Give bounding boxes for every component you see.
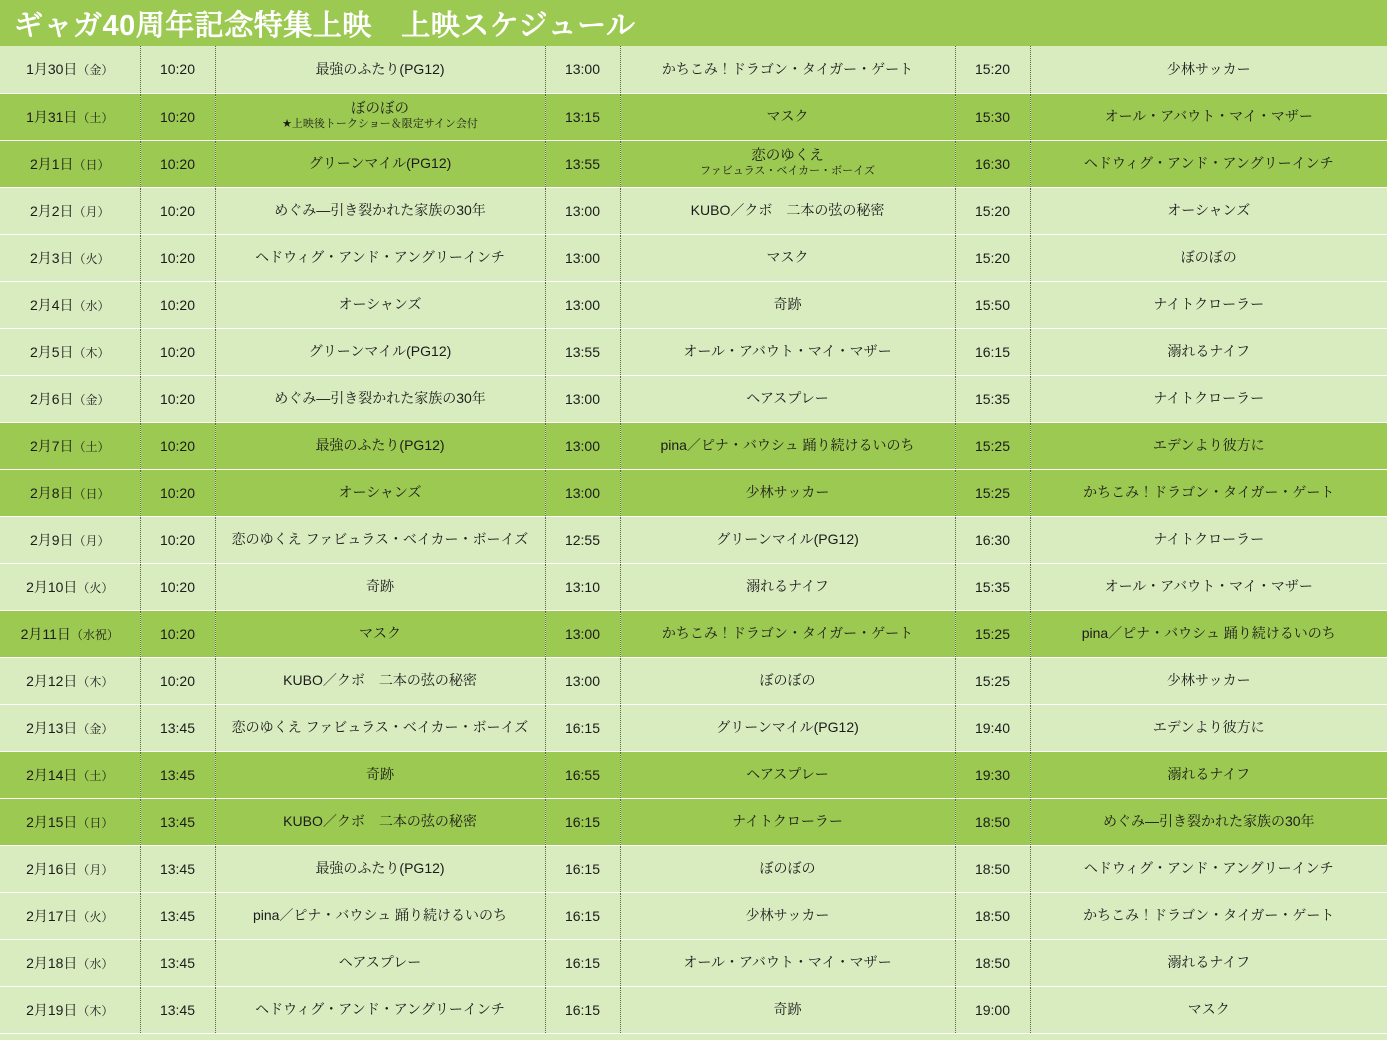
cell-film-2: ヘアスプレー [620, 375, 955, 422]
table-row [0, 234, 1387, 281]
cell-film-3: 溺れるナイフ [1030, 328, 1387, 375]
date-text: 2月3日 [29, 249, 74, 266]
cell-film-1: 最強のふたり(PG12) [215, 46, 545, 93]
cell-date [0, 704, 140, 751]
cell-film-1: めぐみ―引き裂かれた家族の30年 [215, 187, 545, 234]
cell-time-1: 10:20 [140, 93, 215, 140]
cell-film-1: グリーンマイル(PG12) [215, 328, 545, 375]
cell-time-2: 16:55 [545, 751, 620, 798]
film-title: 恋のゆくえ [751, 147, 824, 164]
cell-film-2: グリーンマイル(PG12) [620, 704, 955, 751]
cell-film-1: マスク [215, 610, 545, 657]
cell-date [0, 657, 140, 704]
cell-film-3: マスク [1030, 986, 1387, 1033]
cell-time-2: 16:15 [545, 986, 620, 1033]
cell-time-3: 19:30 [955, 751, 1030, 798]
cell-film-1: グリーンマイル(PG12) [215, 140, 545, 187]
table-row [0, 657, 1387, 704]
cell-time-2: 16:15 [545, 845, 620, 892]
table-row [0, 281, 1387, 328]
cell-time-1: 10:20 [140, 328, 215, 375]
day-of-week-text: （水祝） [70, 627, 119, 642]
date-text: 2月19日 [26, 1001, 78, 1018]
cell-time-3: 19:40 [955, 704, 1030, 751]
cell-film-1: KUBO／クボ 二本の弦の秘密 [215, 657, 545, 704]
cell-date [0, 281, 140, 328]
cell-film-2: オール・アバウト・マイ・マザー [620, 939, 955, 986]
cell-time-3: 15:35 [955, 375, 1030, 422]
day-of-week-text: （金） [73, 392, 110, 407]
cell-film-3: めぐみ―引き裂かれた家族の30年 [1030, 798, 1387, 845]
cell-film-2: かちこみ！ドラゴン・タイガー・ゲート [620, 610, 955, 657]
day-of-week-text: （火） [77, 909, 114, 924]
cell-film-2: 奇跡 [620, 986, 955, 1033]
day-of-week-text: （月） [73, 533, 110, 548]
cell-time-2: 13:00 [545, 281, 620, 328]
cell-film-1: ヘドウィグ・アンド・アングリーインチ [215, 986, 545, 1033]
cell-time-3: 19:00 [955, 986, 1030, 1033]
cell-time-3: 15:50 [955, 281, 1030, 328]
day-of-week-text: （水） [77, 956, 114, 971]
day-of-week-text: （木） [77, 674, 114, 689]
cell-date [0, 892, 140, 939]
cell-film-2: 奇跡 [620, 281, 955, 328]
date-text: 2月12日 [26, 672, 78, 689]
cell-film-1: 最強のふたり(PG12) [215, 845, 545, 892]
cell-time-2: 16:15 [545, 704, 620, 751]
day-of-week-text: （日） [73, 486, 110, 501]
cell-film-3: エデンより彼方に [1030, 704, 1387, 751]
cell-date [0, 986, 140, 1033]
date-text: 1月31日 [26, 108, 78, 125]
cell-film-3: ナイトクローラー [1030, 375, 1387, 422]
cell-film-3: オール・アバウト・マイ・マザー [1030, 563, 1387, 610]
cell-time-1: 10:20 [140, 469, 215, 516]
cell-time-1: 10:20 [140, 281, 215, 328]
cell-date [0, 610, 140, 657]
cell-time-1: 10:20 [140, 422, 215, 469]
table-row [0, 93, 1387, 140]
date-text: 2月8日 [29, 484, 74, 501]
cell-film-2 [620, 140, 955, 187]
table-row [0, 187, 1387, 234]
table-row [0, 375, 1387, 422]
cell-film-2: pina／ピナ・バウシュ 踊り続けるいのち [620, 422, 955, 469]
cell-film-2: グリーンマイル(PG12) [620, 516, 955, 563]
page-title: ギャガ40周年記念特集上映 上映スケジュール [14, 9, 636, 42]
cell-time-3: 15:35 [955, 563, 1030, 610]
cell-date [0, 93, 140, 140]
cell-time-2: 16:15 [545, 892, 620, 939]
cell-film-2: 少林サッカー [620, 892, 955, 939]
cell-time-2: 13:55 [545, 328, 620, 375]
date-text: 2月14日 [26, 766, 78, 783]
table-row [0, 563, 1387, 610]
table-row [0, 328, 1387, 375]
day-of-week-text: （金） [77, 721, 114, 736]
table-row [0, 516, 1387, 563]
cell-film-1: 奇跡 [215, 563, 545, 610]
day-of-week-text: （木） [73, 345, 110, 360]
cell-time-2: 16:15 [545, 798, 620, 845]
cell-film-2: マスク [620, 234, 955, 281]
cell-film-3: ヘドウィグ・アンド・アングリーインチ [1030, 845, 1387, 892]
cell-film-1: オーシャンズ [215, 281, 545, 328]
cell-time-1: 10:20 [140, 657, 215, 704]
cell-time-1: 10:20 [140, 140, 215, 187]
cell-film-2: ナイトクローラー [620, 798, 955, 845]
cell-date [0, 469, 140, 516]
cell-time-1: 13:45 [140, 798, 215, 845]
cell-time-2: 13:00 [545, 610, 620, 657]
day-of-week-text: （火） [73, 251, 110, 266]
day-of-week-text: （火） [77, 580, 114, 595]
cell-time-3: 15:20 [955, 46, 1030, 93]
cell-time-1: 13:45 [140, 986, 215, 1033]
cell-time-2: 13:00 [545, 375, 620, 422]
cell-time-3: 16:30 [955, 516, 1030, 563]
cell-film-2: かちこみ！ドラゴン・タイガー・ゲート [620, 46, 955, 93]
cell-time-1: 13:45 [140, 845, 215, 892]
cell-film-3: かちこみ！ドラゴン・タイガー・ゲート [1030, 469, 1387, 516]
date-text: 2月13日 [26, 719, 78, 736]
table-row [0, 798, 1387, 845]
cell-time-3: 15:25 [955, 469, 1030, 516]
cell-film-1 [215, 93, 545, 140]
cell-time-3: 15:25 [955, 422, 1030, 469]
table-row [0, 845, 1387, 892]
cell-film-2: オール・アバウト・マイ・マザー [620, 328, 955, 375]
cell-film-3: 溺れるナイフ [1030, 751, 1387, 798]
cell-time-3: 15:25 [955, 610, 1030, 657]
cell-time-3: 18:50 [955, 939, 1030, 986]
schedule-table [0, 46, 1387, 1034]
cell-film-3: エデンより彼方に [1030, 422, 1387, 469]
date-text: 2月11日 [20, 625, 71, 642]
cell-date [0, 798, 140, 845]
day-of-week-text: （木） [77, 1003, 114, 1018]
cell-film-1: めぐみ―引き裂かれた家族の30年 [215, 375, 545, 422]
cell-film-2: KUBO／クボ 二本の弦の秘密 [620, 187, 955, 234]
date-text: 2月18日 [26, 954, 78, 971]
date-text: 2月2日 [29, 202, 74, 219]
cell-film-3: オール・アバウト・マイ・マザー [1030, 93, 1387, 140]
day-of-week-text: （土） [77, 110, 114, 125]
cell-time-1: 10:20 [140, 187, 215, 234]
cell-film-3: オーシャンズ [1030, 187, 1387, 234]
cell-film-2: 少林サッカー [620, 469, 955, 516]
table-row [0, 46, 1387, 93]
cell-time-3: 16:30 [955, 140, 1030, 187]
cell-film-1: 恋のゆくえ ファビュラス・ベイカー・ボーイズ [215, 516, 545, 563]
cell-date [0, 751, 140, 798]
cell-film-3: ナイトクローラー [1030, 516, 1387, 563]
cell-film-3: pina／ピナ・バウシュ 踊り続けるいのち [1030, 610, 1387, 657]
cell-time-2: 13:00 [545, 187, 620, 234]
cell-time-1: 10:20 [140, 516, 215, 563]
schedule-body [0, 46, 1387, 1033]
cell-time-2: 13:00 [545, 46, 620, 93]
table-row [0, 610, 1387, 657]
cell-film-3: ぼのぼの [1030, 234, 1387, 281]
cell-time-1: 13:45 [140, 751, 215, 798]
date-text: 2月4日 [29, 296, 74, 313]
table-row [0, 469, 1387, 516]
cell-film-1: オーシャンズ [215, 469, 545, 516]
cell-date [0, 328, 140, 375]
cell-time-1: 10:20 [140, 563, 215, 610]
cell-date [0, 46, 140, 93]
date-text: 2月6日 [29, 390, 74, 407]
cell-time-2: 13:00 [545, 234, 620, 281]
cell-film-3: ナイトクローラー [1030, 281, 1387, 328]
cell-date [0, 140, 140, 187]
table-row [0, 939, 1387, 986]
cell-film-1: pina／ピナ・バウシュ 踊り続けるいのち [215, 892, 545, 939]
cell-date [0, 516, 140, 563]
cell-film-1: ヘアスプレー [215, 939, 545, 986]
cell-time-2: 13:00 [545, 657, 620, 704]
day-of-week-text: （土） [73, 439, 110, 454]
cell-time-1: 10:20 [140, 234, 215, 281]
date-text: 2月7日 [29, 437, 74, 454]
cell-time-3: 18:50 [955, 845, 1030, 892]
cell-time-1: 13:45 [140, 892, 215, 939]
table-row [0, 892, 1387, 939]
date-text: 2月5日 [29, 343, 74, 360]
cell-date [0, 234, 140, 281]
cell-time-3: 18:50 [955, 892, 1030, 939]
date-text: 2月10日 [26, 578, 78, 595]
table-row [0, 986, 1387, 1033]
date-text: 2月9日 [29, 531, 74, 548]
cell-film-2: ぼのぼの [620, 845, 955, 892]
cell-time-3: 15:25 [955, 657, 1030, 704]
cell-time-2: 13:55 [545, 140, 620, 187]
day-of-week-text: （金） [77, 63, 114, 78]
table-row [0, 751, 1387, 798]
cell-date [0, 845, 140, 892]
cell-time-1: 10:20 [140, 610, 215, 657]
table-row [0, 422, 1387, 469]
cell-date [0, 187, 140, 234]
date-text: 1月30日 [26, 61, 78, 78]
date-text: 2月17日 [26, 907, 78, 924]
day-of-week-text: （土） [77, 768, 114, 783]
cell-film-2: ヘアスプレー [620, 751, 955, 798]
cell-time-2: 12:55 [545, 516, 620, 563]
cell-film-2: 溺れるナイフ [620, 563, 955, 610]
film-note: ★上映後トークショー＆限定サイン会付 [282, 118, 478, 131]
day-of-week-text: （日） [77, 815, 114, 830]
cell-time-2: 16:15 [545, 939, 620, 986]
date-text: 2月1日 [29, 155, 74, 172]
cell-film-2: マスク [620, 93, 955, 140]
table-row [0, 704, 1387, 751]
cell-time-1: 10:20 [140, 375, 215, 422]
cell-time-3: 16:15 [955, 328, 1030, 375]
date-text: 2月16日 [26, 860, 78, 877]
cell-time-3: 18:50 [955, 798, 1030, 845]
cell-time-2: 13:15 [545, 93, 620, 140]
table-row [0, 140, 1387, 187]
cell-time-3: 15:20 [955, 187, 1030, 234]
cell-film-1: 奇跡 [215, 751, 545, 798]
film-title: ぼのぼの [351, 100, 409, 117]
cell-film-1: 最強のふたり(PG12) [215, 422, 545, 469]
cell-film-1: ヘドウィグ・アンド・アングリーインチ [215, 234, 545, 281]
film-note: ファビュラス・ベイカー・ボーイズ [699, 165, 875, 178]
day-of-week-text: （月） [77, 862, 114, 877]
cell-time-2: 13:10 [545, 563, 620, 610]
cell-film-3: 溺れるナイフ [1030, 939, 1387, 986]
cell-film-3: 少林サッカー [1030, 46, 1387, 93]
cell-film-1: 恋のゆくえ ファビュラス・ベイカー・ボーイズ [215, 704, 545, 751]
cell-date [0, 422, 140, 469]
cell-time-1: 13:45 [140, 939, 215, 986]
cell-film-3: ヘドウィグ・アンド・アングリーインチ [1030, 140, 1387, 187]
cell-film-2: ぼのぼの [620, 657, 955, 704]
cell-date [0, 563, 140, 610]
day-of-week-text: （月） [73, 204, 110, 219]
cell-film-1: KUBO／クボ 二本の弦の秘密 [215, 798, 545, 845]
cell-time-2: 13:00 [545, 469, 620, 516]
day-of-week-text: （日） [73, 157, 110, 172]
date-text: 2月15日 [26, 813, 78, 830]
cell-time-3: 15:30 [955, 93, 1030, 140]
day-of-week-text: （水） [73, 298, 110, 313]
cell-film-3: かちこみ！ドラゴン・タイガー・ゲート [1030, 892, 1387, 939]
cell-date [0, 939, 140, 986]
cell-time-3: 15:20 [955, 234, 1030, 281]
cell-date [0, 375, 140, 422]
cell-film-3: 少林サッカー [1030, 657, 1387, 704]
title-bar [0, 0, 1387, 46]
cell-time-2: 13:00 [545, 422, 620, 469]
cell-time-1: 10:20 [140, 46, 215, 93]
cell-time-1: 13:45 [140, 704, 215, 751]
